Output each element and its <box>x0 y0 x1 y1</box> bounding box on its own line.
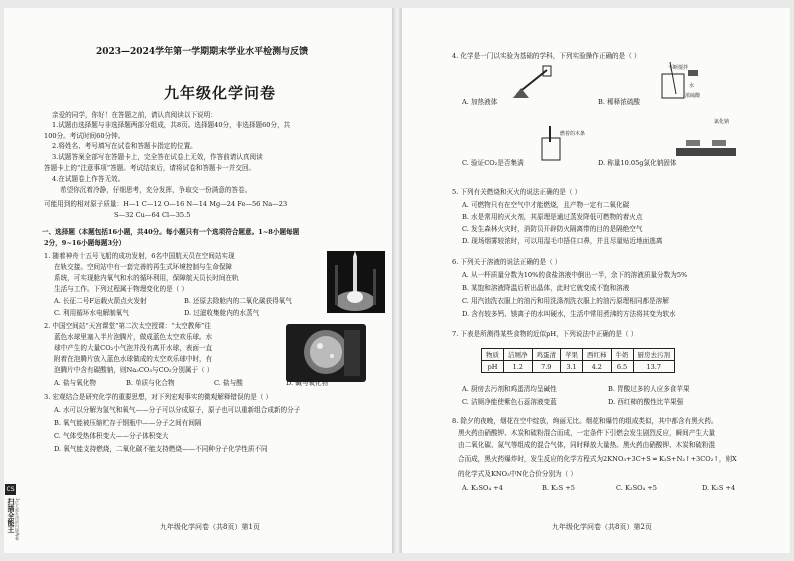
heating-liquid-figure <box>507 64 567 100</box>
exam-title: 九年级化学问卷 <box>164 84 277 102</box>
q8-option-a: A. K₂SO₄ +4 <box>462 484 503 492</box>
ph-table-cell: 13.7 <box>633 361 675 373</box>
question-4: 4. 化学是一门以实验为基础的学科，下列实验操作正确的是（ ） <box>452 52 641 60</box>
q1-option-a: A. 长征二号F运载火箭点火发射 <box>54 297 147 305</box>
note-line: 希望你沉着冷静，仔细思考，充分发挥，争取交一份满意的答卷。 <box>60 186 252 194</box>
q1-option-b: B. 还原去除舱内的二氧化碳获得氧气 <box>184 297 292 305</box>
ph-table-cell: 洁厕净 <box>504 349 533 361</box>
ph-table-cell: 厨房去污剂 <box>633 349 675 361</box>
ph-table-value-row <box>482 361 675 373</box>
question-2: 2. 中国空间站“天宫课堂”第二次太空授课：“太空教师”往 <box>44 322 211 330</box>
q5-option-b: B. 水是常用的灭火剂，其原理是通过蒸发降低可燃物的着火点 <box>462 213 643 221</box>
q4-option-c: C. 验证CO₂是否集满 <box>462 159 524 167</box>
page-2 <box>402 8 790 553</box>
question-2: 蓝色水球里塞入半片泡腾片，做成蓝色太空欢乐球。水 <box>54 333 213 341</box>
atomic-masses: 可能用到的相对原子质量：H—1 C—12 O—16 N—14 Mg—24 Fe—56 Na—23 <box>44 200 288 208</box>
q6-option-b: B. 某饱和溶液降温后析出晶体，此时它就变成不饱和溶液 <box>462 284 630 292</box>
note-line: 答题卡上的“注意事项”答题。考试结束后，请将试卷和答题卡一并交回。 <box>44 164 256 172</box>
note-line: 1.试题由选择题与非选择题两部分组成，共8页。选择题40分，非选择题60分，共 <box>52 121 291 129</box>
ph-table-cell: 6.5 <box>611 361 633 373</box>
ph-table-cell: 4.2 <box>583 361 612 373</box>
q3-option-a: A. 水可以分解为氢气和氧气——分子可以分成原子，原子也可以重新组合成新的分子 <box>54 406 301 414</box>
stir-label: 不断搅拌 <box>668 65 689 71</box>
question-1: 系统，可实现舱内氧气和水的循环利用，保障航天员长时间在轨 <box>54 274 239 282</box>
ph-table-cell: pH <box>482 361 504 373</box>
page-footer: 九年级化学问卷（共8页）第2页 <box>552 523 652 531</box>
ph-table <box>481 348 675 373</box>
page-1 <box>4 8 392 553</box>
q7-option-a: A. 厨房去污剂和鸡蛋清均呈碱性 <box>462 385 557 393</box>
ph-table-cell: 7.9 <box>532 361 561 373</box>
q2-option-d: D. 碱与氧化物 <box>286 379 329 387</box>
question-7: 7. 下表是所测得某些食物的近似pH，下列说法中正确的是（ ） <box>452 330 638 338</box>
q8-option-b: B. K₂S +5 <box>542 484 575 492</box>
q3-option-b: B. 氧气能被压缩贮存于钢瓶中——分子之间有间隔 <box>54 419 202 427</box>
scanner-watermark-sub: 3亿人都在用的扫描App <box>15 498 20 541</box>
ph-table-cell: 1.2 <box>504 361 533 373</box>
question-1: 1. 随着神舟十五号飞船的成功发射，6名中国航天员在空间站实现 <box>44 252 235 260</box>
q4-option-b: B. 稀释浓硫酸 <box>598 98 641 106</box>
q2-option-a: A. 盐与氧化物 <box>54 379 96 387</box>
question-8: 合而成，黑火药爆炸时，发生反应的化学方程式为2KNO₃+3C+S ═ K₂S+N₂↑+3CO₂↑，则X <box>458 455 737 463</box>
q4-option-d: D. 称量10.05g氯化钠固体 <box>598 159 677 167</box>
balance-figure <box>672 124 742 160</box>
ph-table-cell: 西红柿 <box>583 349 612 361</box>
question-8: 由二氧化碳、氮气等组成的混合气体，同时释放大量热。黑火药由硝酸钾、木炭和硫粉混 <box>458 441 716 449</box>
q3-option-d: D. 氧气能支持燃烧，二氧化碳不能支持燃烧——不同种分子化学性质不同 <box>54 445 268 453</box>
acid-label: 浓硫酸 <box>685 93 701 99</box>
rocket-launch-image <box>327 251 385 313</box>
nacl-label: 氯化钠 <box>714 119 730 125</box>
question-5: 5. 下列有关燃烧和灭火的说法正确的是（ ） <box>452 188 582 196</box>
ph-table-cell: 苹果 <box>561 349 583 361</box>
scanner-logo: CS <box>6 486 15 493</box>
ph-table-header-row <box>482 349 675 361</box>
question-1: 在轨交接。空间站中有一套完善的再生式环境控制与生命保障 <box>54 263 233 271</box>
note-line: 100分。考试时间60分钟。 <box>44 132 125 140</box>
splint-label: 燃着的木条 <box>560 131 586 137</box>
q6-option-c: C. 用汽油洗衣服上的油污和用洗涤剂洗衣服上的油污原理相同都是溶解 <box>462 297 669 305</box>
ph-table-cell: 鸡蛋清 <box>532 349 561 361</box>
question-8: 8. 除夕的夜晚，烟花在空中绽放，绚丽无比。烟花和爆竹的组成类似，其中都含有黑火药。 <box>452 417 718 425</box>
note-line: 2.将姓名、考号填写在试卷和答题卡指定的位置。 <box>52 142 197 150</box>
space-class-photo <box>286 324 366 382</box>
q5-option-d: D. 现场烟雾较浓时，可以用湿毛巾捂住口鼻，并且尽量贴近地面逃离 <box>462 237 663 245</box>
exam-header: 2023—2024学年第一学期期末学业水平检测与反馈 <box>96 47 309 57</box>
water-label: 水 <box>689 83 695 89</box>
q3-option-c: C. 气体受热体积变大——分子体积变大 <box>54 432 169 440</box>
intro-text: 亲爱的同学，你好！在答题之前，请认真阅读以下说明： <box>52 111 217 119</box>
question-8: 的化学式及KNO₃中N化合价分别为（ ） <box>458 470 577 478</box>
ph-table-cell: 物质 <box>482 349 504 361</box>
q8-option-d: D. K₂S +4 <box>702 484 736 492</box>
question-8: 黑火药由硝酸钾、木炭和硫粉混合而成，一定条件下引燃会发生剧烈反应，瞬间产生大量 <box>458 429 716 437</box>
question-2: 泡腾片中含有碳酸钠，则Na₂CO₃与CO₂分别属于（ ） <box>54 366 214 374</box>
note-line: 4.在试题卷上作答无效。 <box>52 175 125 183</box>
q5-option-a: A. 可燃物只有在空气中才能燃烧，且产物一定有二氧化碳 <box>462 201 630 209</box>
q1-option-d: D. 过滤收集舱内的水蒸气 <box>184 309 260 317</box>
page-footer: 九年级化学问卷（共8页）第1页 <box>160 523 260 531</box>
q1-option-c: C. 利用循环水电解制氧气 <box>54 309 129 317</box>
question-6: 6. 下列关于溶液的说法正确的是（ ） <box>452 258 562 266</box>
q2-option-c: C. 盐与酸 <box>214 379 243 387</box>
q6-option-a: A. 从一杯质量分数为10%的食盐溶液中倒出一半，余下的溶液质量分数为5% <box>462 271 688 279</box>
q5-option-c: C. 发生森林火灾时，消防员开辟防火隔离带的目的是隔绝空气 <box>462 225 643 233</box>
q7-option-b: B. 胃酸过多的人应多食苹果 <box>608 385 690 393</box>
q7-option-c: C. 洁厕净能使紫色石蕊溶液变蓝 <box>462 398 557 406</box>
q2-option-b: B. 单质与化合物 <box>126 379 175 387</box>
question-1: 生活与工作。下列过程属于物理变化的是（ ） <box>54 285 188 293</box>
page-gutter <box>392 8 402 553</box>
ph-table-cell: 牛奶 <box>611 349 633 361</box>
question-2: 球中产生的大量CO₂小气泡并没有离开水球，表面一直 <box>54 344 213 352</box>
q6-option-d: D. 含有较多钙、镁离子的水叫硬水，生活中常用煮沸的方法将其变为软水 <box>462 310 676 318</box>
ph-table-cell: 3.1 <box>561 361 583 373</box>
q7-option-d: D. 西红柿的酸性比苹果强 <box>608 398 684 406</box>
q8-option-c: C. K₂SO₄ +5 <box>616 484 657 492</box>
q4-option-a: A. 加热液体 <box>462 98 498 106</box>
question-2: 附着在泡腾片放入蓝色水球做成的太空欢乐球中时，有 <box>54 355 213 363</box>
scanner-watermark: 扫描全能王 <box>7 498 15 533</box>
section-heading: 2分，9~16小题每题3分） <box>44 239 126 247</box>
atomic-masses: S—32 Cu—64 Cl—35.5 <box>114 211 191 219</box>
question-3: 3. 宏观结合是研究化学的重要思想，对下列宏观事实的微观解释错误的是（ ） <box>44 393 273 401</box>
section-heading: 一、选择题（本题包括16小题，共40分。每小题只有一个选项符合题意。1~8小题每题 <box>42 228 300 236</box>
note-line: 3.试题答案全部写在答题卡上，完全答在试卷上无效，作答前请认真阅读 <box>52 153 263 161</box>
